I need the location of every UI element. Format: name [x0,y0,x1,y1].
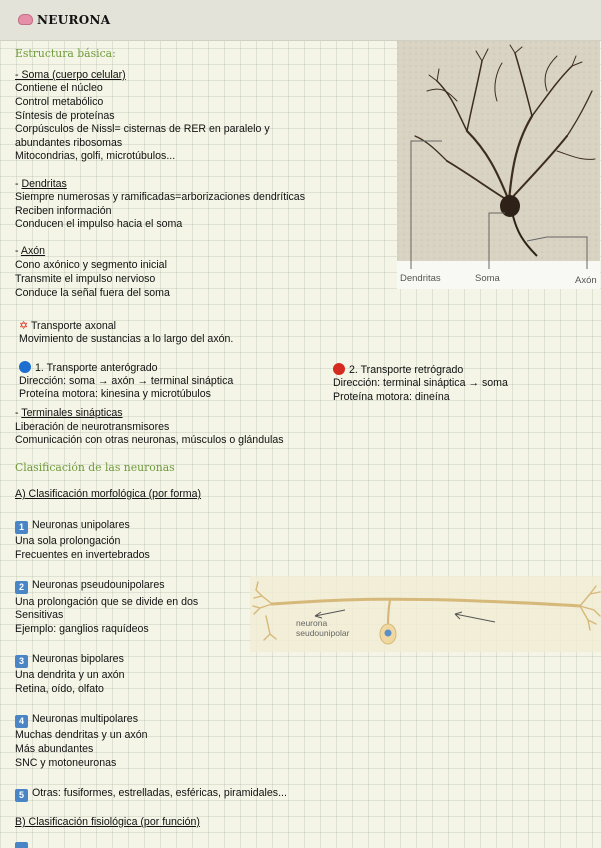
terminales-heading-text: Terminales sinápticas [21,407,123,419]
number-badge-partial-icon [15,842,28,848]
item-line: Una dendrita y un axón [15,669,125,681]
item-line: Ejemplo: ganglios raquídeos [15,623,149,635]
retrogrado-dir: Dirección: terminal sináptica → soma [333,377,508,389]
axon-heading [15,245,45,258]
item-line: Retina, oído, olfato [15,683,104,695]
item-title: Neuronas multipolares [32,713,138,725]
anterogrado-title: 1. Transporte anterógrado [35,362,158,374]
fisiologica-heading: B) Clasificación fisiológica (por función) [15,816,200,828]
pseudounipolar-illustration [250,576,601,652]
red-circle-icon [333,363,345,375]
item-title-row [15,579,165,594]
soma-line: Mitocondrias, golfi, microtúbulos... [15,150,176,162]
item-title-row [15,653,124,668]
axon-line: Conduce la señal fuera del soma [15,287,170,299]
dendritas-line: Reciben información [15,205,112,217]
anterogrado-motor: Proteína motora: kinesina y microtúbulos [19,388,211,400]
number-1-icon: 1 [15,521,28,534]
terminales-line: Comunicación con otras neuronas, músculos o glándulas [15,434,284,446]
section-estructura: Estructura básica: [15,47,116,60]
section-clasificacion: Clasificación de las neuronas [15,461,175,474]
item-title-row [15,713,138,728]
label-axon: Axón [575,275,597,286]
item-title: Neuronas unipolares [32,519,130,531]
neuron-illustration [397,41,600,289]
item-line: Una prolongación que se divide en dos [15,596,199,608]
pseudounipolar-label-2: seudounipolar [296,628,350,638]
item-title-row [15,519,130,534]
anterogrado-dir: Dirección: soma → axón → terminal sináptica [19,375,234,387]
brain-icon [18,14,33,25]
neuron-photo [397,41,600,289]
transporte-heading-row [19,320,116,333]
soma-line: Corpúsculos de Nissl= cisternas de RER en paralelo y [15,123,270,135]
number-2-icon: 2 [15,581,28,594]
blue-circle-icon [19,361,31,373]
number-4-icon: 4 [15,715,28,728]
axon-line: Transmite el impulso nervioso [15,273,156,285]
dash: - [15,178,22,190]
terminales-line: Liberación de neurotransmisores [15,421,170,433]
number-3-icon: 3 [15,655,28,668]
number-5-icon: 5 [15,789,28,802]
morfologica-heading: A) Clasificación morfológica (por forma) [15,488,202,500]
axon-line: Cono axónico y segmento inicial [15,259,167,271]
item-line: Sensitivas [15,609,64,621]
item-title-row [15,787,287,802]
pushpin-icon: ✡ [19,320,29,332]
retrogrado-title: 2. Transporte retrógrado [349,364,464,376]
label-dendritas: Dendritas [400,273,441,284]
pseudounipolar-figure [250,576,601,652]
transporte-desc: Movimiento de sustancias a lo largo del axón. [19,333,234,345]
soma-line: Control metabólico [15,96,104,108]
soma-line: abundantes ribosomas [15,137,123,149]
item-title: Otras: fusiformes, estrelladas, esféricas, piramidales... [32,787,287,799]
retrogrado-motor: Proteína motora: dineína [333,391,450,403]
item-line: Más abundantes [15,743,94,755]
soma-line: Contiene el núcleo [15,82,103,94]
soma-heading: - Soma (cuerpo celular) [15,69,126,81]
terminales-heading [15,407,123,420]
page-header [0,0,601,41]
item-line: SNC y motoneuronas [15,757,117,769]
dendritas-heading [15,178,67,191]
label-soma: Soma [475,273,500,284]
item-line: Una sola prolongación [15,535,121,547]
item-title: Neuronas bipolares [32,653,124,665]
page-title [18,13,110,27]
pseudounipolar-label-1: neurona [296,618,328,628]
page-title-text: NEURONA [37,13,111,27]
dendritas-heading-text: Dendritas [21,178,67,190]
item-line: Muchas dendritas y un axón [15,729,148,741]
dendritas-line: Siempre numerosas y ramificadas=arborizaciones dendríticas [15,191,305,203]
retrogrado-title-row [333,363,463,377]
item-line: Frecuentes en invertebrados [15,549,150,561]
soma-line: Síntesis de proteínas [15,110,115,122]
item-title: Neuronas pseudounipolares [32,579,165,591]
dash: - [15,245,21,257]
dash: - [15,407,22,419]
anterogrado-title-row [19,361,158,375]
transporte-heading: Transporte axonal [30,320,116,332]
axon-heading-text: Axón [20,245,46,257]
dendritas-line: Conducen el impulso hacia el soma [15,218,183,230]
